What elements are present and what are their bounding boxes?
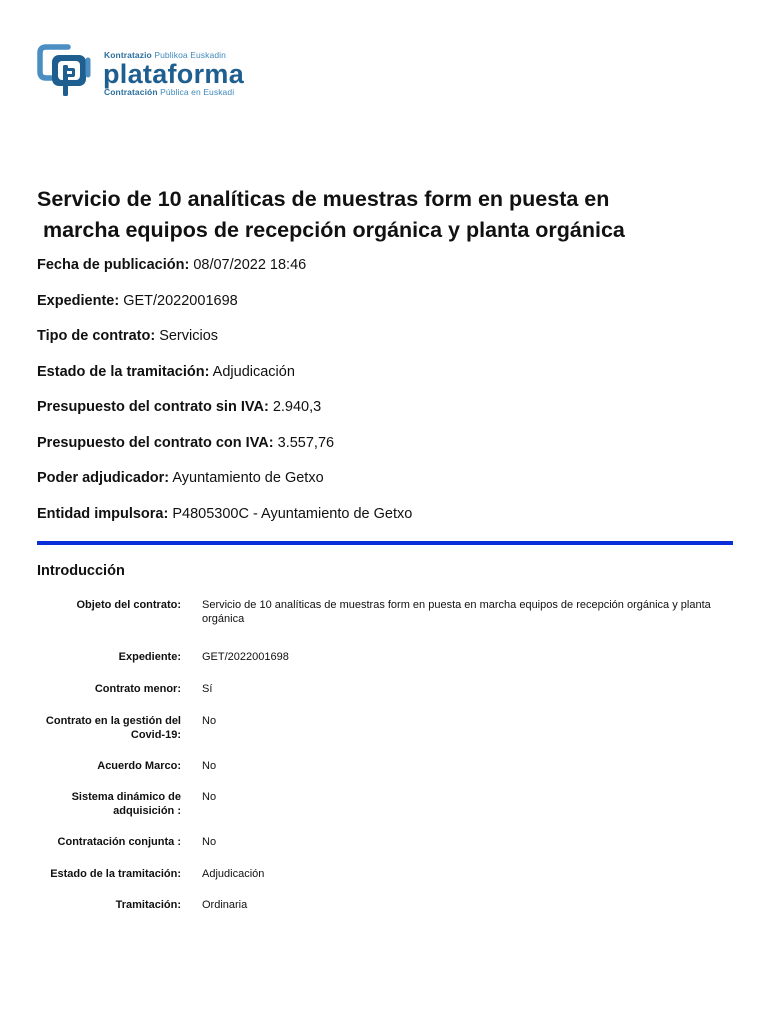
summary-budget-without-vat [37, 398, 737, 434]
detail-label: Contrato en la gestión del Covid-19: [45, 715, 181, 741]
logo-tagline-spanish [104, 87, 244, 97]
summary-promoting-entity [37, 505, 737, 541]
detail-row-framework-agreement [37, 759, 757, 790]
detail-value: No [202, 791, 217, 803]
detail-value: Servicio de 10 analíticas de muestras form en puesta en marcha equipos de recepción orgánica y planta orgánica [202, 599, 711, 625]
summary-value: GET/2022001698 [123, 292, 238, 309]
summary-value: P4805300C - Ayuntamiento de Getxo [172, 505, 413, 522]
plataforma-logo-icon [37, 44, 99, 98]
detail-row-processing-status [37, 867, 757, 898]
detail-value: GET/2022001698 [202, 651, 289, 663]
logo-tagline-light: Publikoa Euskadin [154, 50, 226, 60]
detail-label: Acuerdo Marco: [97, 760, 181, 772]
summary-file-number [37, 292, 737, 328]
detail-row-joint-procurement [37, 835, 757, 867]
summary-value: 3.557,76 [277, 434, 335, 451]
detail-value: Sí [202, 683, 213, 695]
detail-row-processing-type [37, 898, 757, 929]
summary-contracting-authority [37, 469, 737, 505]
detail-label: Objeto del contrato: [76, 599, 181, 611]
detail-row-dynamic-system [37, 790, 757, 835]
summary-value: 2.940,3 [272, 399, 322, 415]
detail-value: Adjudicación [202, 868, 265, 880]
detail-label: Contratación conjunta : [57, 836, 181, 848]
logo-text [104, 50, 244, 97]
detail-label: Expediente: [118, 651, 181, 663]
detail-row-contract-object [37, 598, 757, 650]
detail-value: Ordinaria [202, 899, 248, 911]
summary-label: Entidad impulsora: [37, 505, 169, 522]
section-title: Introducción [37, 563, 125, 579]
detail-value: No [202, 836, 217, 848]
summary-value: 08/07/2022 18:46 [193, 257, 307, 273]
summary-label: Poder adjudicador: [37, 470, 170, 486]
summary-label: Fecha de publicación: [37, 257, 190, 273]
detail-value: No [202, 715, 217, 727]
summary-label: Presupuesto del contrato con IVA: [37, 434, 274, 451]
summary-label: Presupuesto del contrato sin IVA: [37, 399, 269, 415]
summary-contract-type [37, 327, 737, 363]
logo-tagline-bold-es: Contratación [104, 87, 158, 97]
platform-logo [37, 44, 267, 100]
logo-name: plataforma [103, 59, 245, 89]
detail-label: Tramitación: [115, 899, 181, 911]
summary-value: Servicios [159, 328, 219, 344]
detail-row-file-number [37, 650, 757, 682]
detail-label: Estado de la tramitación: [50, 868, 181, 880]
summary-label: Estado de la tramitación: [37, 363, 210, 380]
logo-tagline-light-es: Pública en Euskadi [160, 87, 235, 97]
summary-label: Expediente: [37, 292, 120, 309]
logo-tagline-bold: Kontratazio [104, 50, 152, 60]
summary-value: Ayuntamiento de Getxo [172, 470, 324, 486]
detail-label: Sistema dinámico de adquisición : [71, 791, 181, 817]
summary-processing-status [37, 363, 737, 399]
summary-publication-date [37, 256, 737, 292]
introduction-details [37, 598, 757, 929]
detail-label: Contrato menor: [94, 683, 181, 695]
detail-value: No [202, 760, 217, 772]
section-divider [37, 541, 733, 545]
summary-value: Adjudicación [212, 363, 295, 380]
document-title: Servicio de 10 analíticas de muestras form en puesta en marcha equipos de recepción orgánica y planta orgánica [37, 187, 625, 242]
summary-budget-with-vat [37, 434, 737, 470]
summary-list [37, 256, 737, 540]
detail-row-covid [37, 714, 757, 759]
summary-label: Tipo de contrato: [37, 328, 156, 344]
detail-row-minor-contract [37, 682, 757, 714]
